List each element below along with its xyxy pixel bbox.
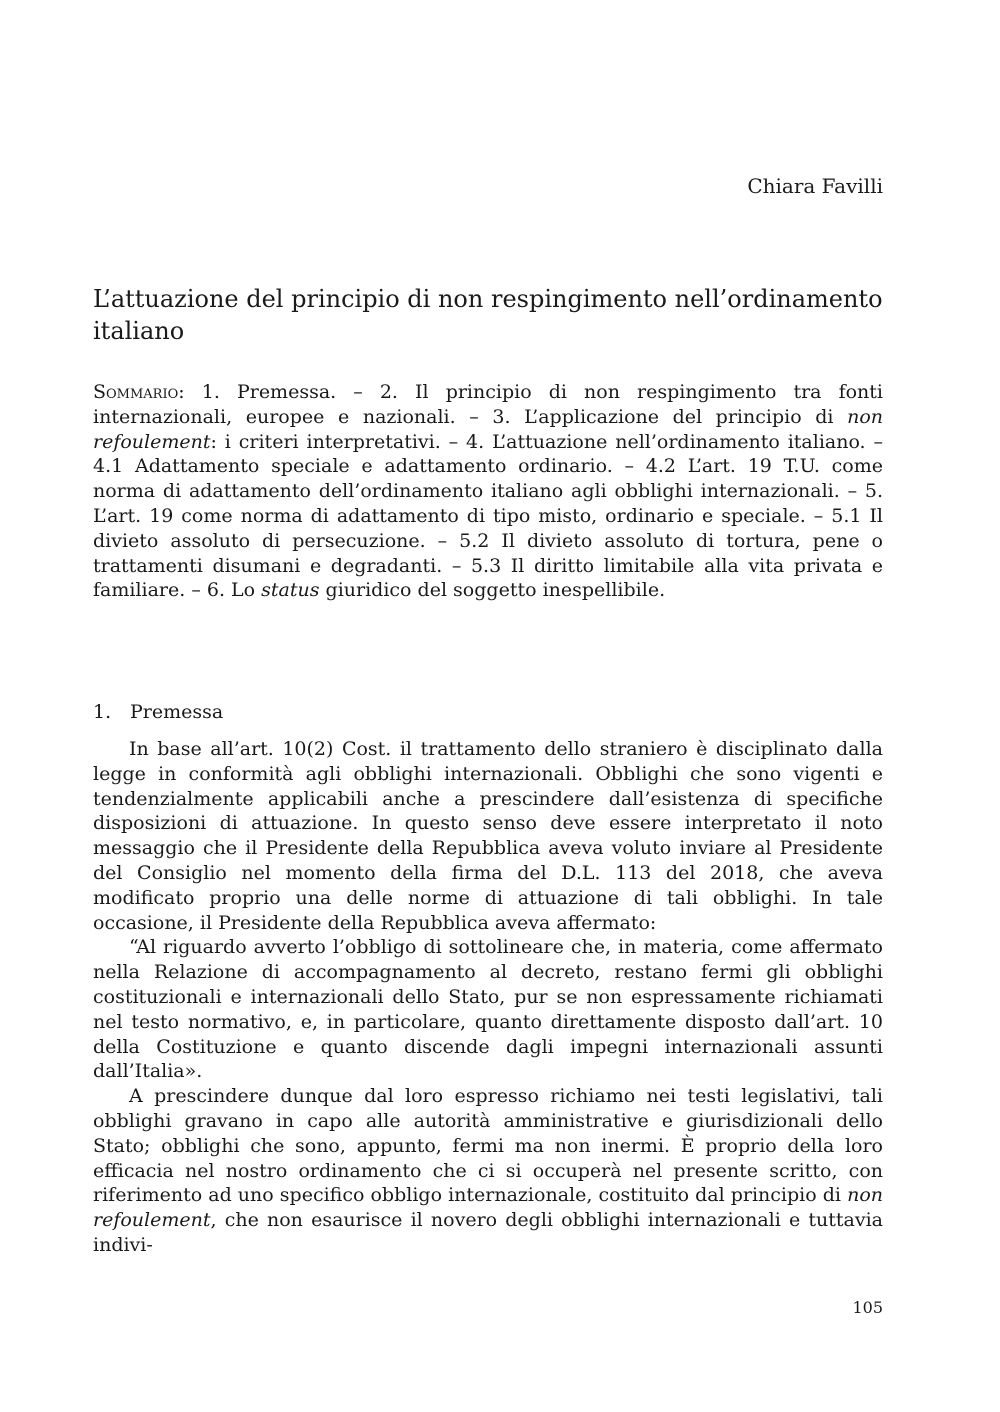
summary-label: Sommario: [93,381,185,403]
section-heading [93,701,223,723]
author-name: Chiara Favilli [747,174,883,198]
section-body [93,737,883,1258]
section-number: 1. [93,701,112,723]
summary-text-2: : i criteri interpretativi. – 4. L’attuazione nell’ordinamento italiano. – 4.1 Adattamento speciale e adattamento ordinario. – 4.2 L’art. 19 T.U. come norma di adattamento dell’ordinamento italiano agli obblighi internazionali. – 5. L’art. 19 come norma di adattamento di tipo misto, ordinario e speciale. – 5.1 Il divieto assoluto di persecuzione. – 5.2 Il divieto assoluto di tortura, pene o trattamenti disumani e degradanti. – 5.3 Il diritto limitabile alla vita privata e familiare. – 6. Lo [93,430,883,602]
section-title: Premessa [130,701,224,723]
paragraph-emphasis: non refoulement [93,1184,883,1232]
summary [93,380,883,603]
paragraph: In base all’art. 10(2) Cost. il trattamento dello straniero è disciplinato dalla legge in conformità agli obblighi internazionali. Obblighi che sono vigenti e tendenzialmente applicabili anche a prescindere dall’esistenza di specifiche disposizioni di attuazione. In questo senso deve essere interpretato il noto messaggio che il Presidente della Repubblica aveva voluto inviare al Presidente del Consiglio nel momento della firma del D.L. 113 del 2018, che aveva modificato proprio una delle norme di attuazione di tali obblighi. In tale occasione, il Presidente della Repubblica aveva affermato: [93,738,883,934]
summary-emphasis-1: non refoulement [93,405,883,453]
quote-paragraph: “Al riguardo avverto l’obbligo di sottolineare che, in materia, come affermato nella Relazione di accompagnamento al decreto, restano fermi gli obblighi costituzionali e internazionali dello Stato, pur se non espressamente richiamati nel testo normativo, e, in particolare, quanto direttamente disposto dall’art. 10 della Costituzione e quanto discende dagli impegni internazionali assunti dall’Italia». [93,936,883,1083]
paragraph-text: , che non esaurisce il novero degli obblighi internazionali e tuttavia indivi- [93,1209,883,1256]
summary-text-1: 1. Premessa. – 2. Il principio di non respingimento tra fonti internazionali, europee e nazionali. – 3. L’applicazione del principio di [93,381,883,428]
paragraph-text: A prescindere dunque dal loro espresso richiamo nei testi legislativi, tali obblighi gravano in capo alle autorità amministrative e giurisdizionali dello Stato; obblighi che sono, appunto, fermi ma non inermi. È proprio della loro efficacia nel nostro ordinamento che ci si occuperà nel presente scritto, con riferimento ad uno specifico obbligo internazionale, costituito dal principio di [93,1085,883,1207]
summary-emphasis-2: status [261,579,320,602]
page-number: 105 [852,1298,883,1317]
article-title: L’attuazione del principio di non respingimento nell’ordinamento italiano [93,285,883,345]
paragraph [93,1084,883,1258]
summary-text-3: giuridico del soggetto inespellibile. [319,579,666,602]
